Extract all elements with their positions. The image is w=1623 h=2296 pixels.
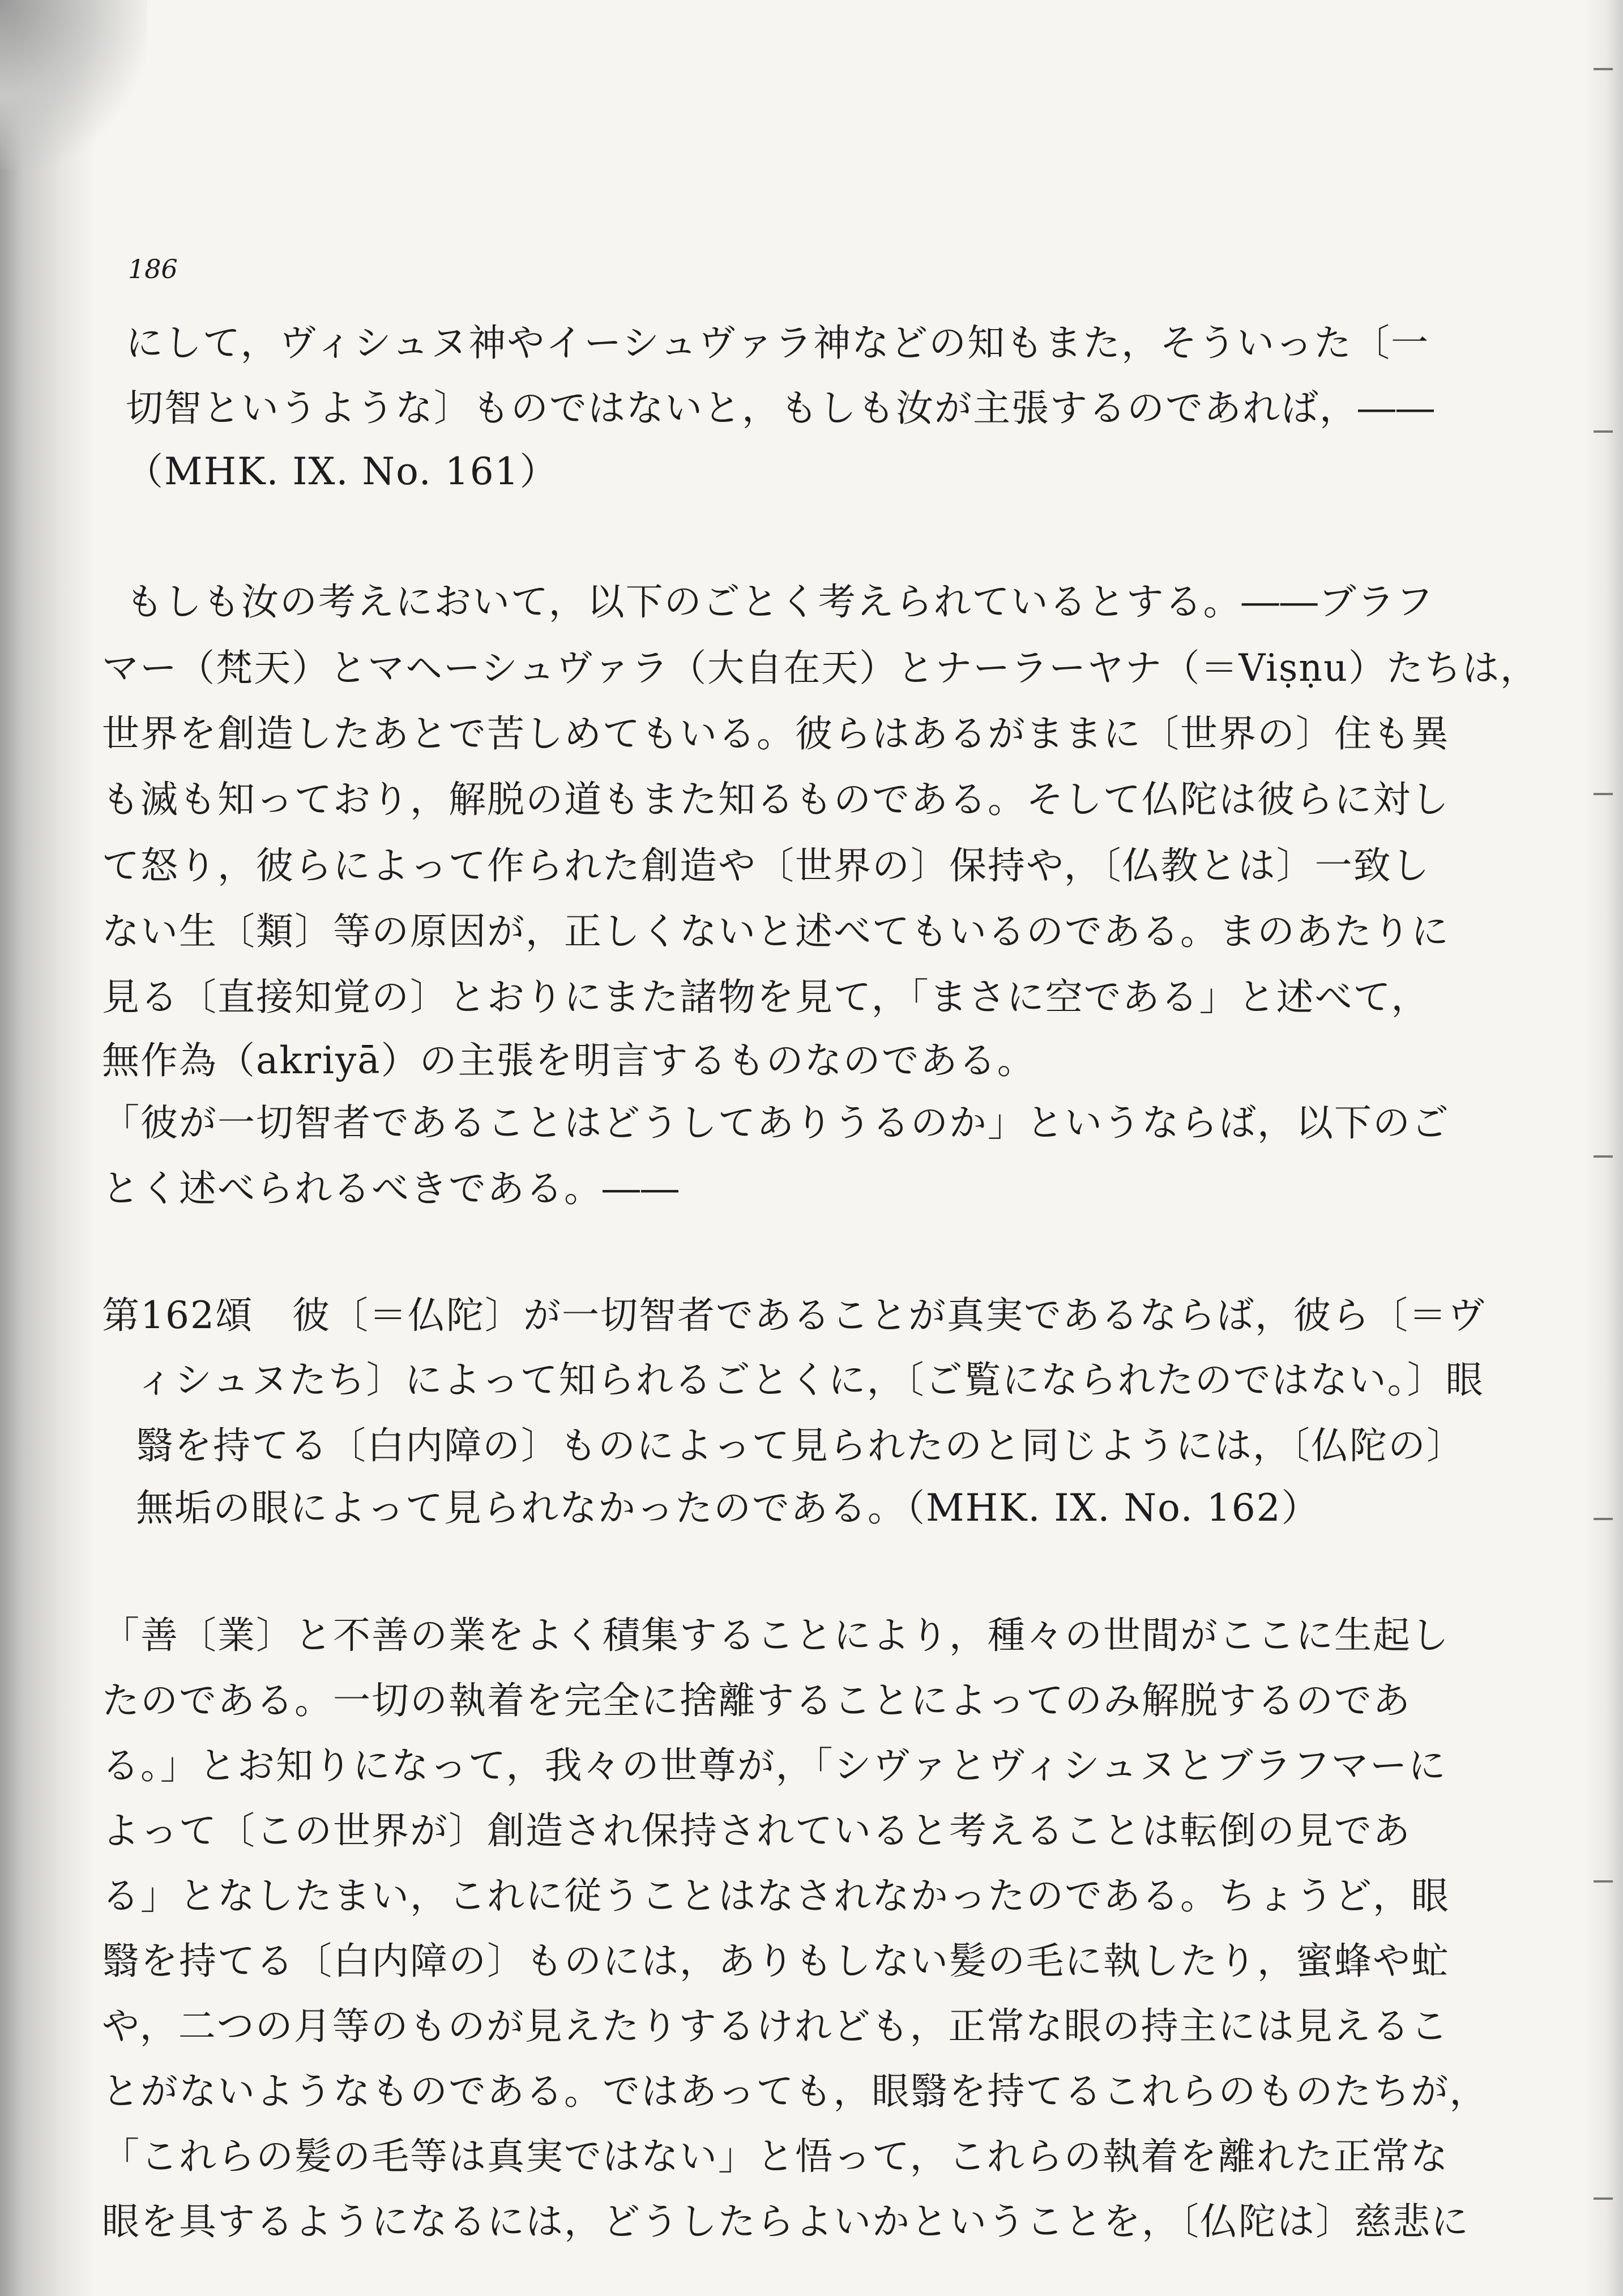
- verse-line: ィシュヌたち〕によって知られるごとくに，〔ご覧になられたのではない。〕眼: [136, 1358, 1484, 1402]
- margin-mark: [1594, 1155, 1613, 1158]
- text-line: とく述べられるべきである。――: [102, 1167, 680, 1210]
- text-line: 「善〔業〕と不善の業をよく積集することにより，種々の世間がここに生起し: [102, 1614, 1450, 1657]
- scan-shadow-right: [1583, 0, 1623, 2296]
- margin-mark: [1594, 430, 1613, 433]
- verse-line: 翳を持てる〔白内障の〕ものによって見られたのと同じようには，〔仏陀の〕: [136, 1424, 1465, 1467]
- text-line: ない生〔類〕等の原因が，正しくないと述べてもいるのである。まのあたりに: [102, 910, 1450, 953]
- text-line: 「これらの髪の毛等は真実ではない」と悟って，これらの執着を離れた正常な: [102, 2135, 1449, 2178]
- text-line: 世界を創造したあとで苦しめてもいる。彼らはあるがままに〔世界の〕住も異: [102, 712, 1450, 756]
- text-line: にして，ヴィシュヌ神やイーシュヴァラ神などの知もまた，そういった〔一: [126, 321, 1430, 365]
- text-line: よって〔この世界が〕創造され保持されていると考えることは転倒の見であ: [102, 1809, 1411, 1853]
- text-line: とがないようなものである。ではあっても，眼翳を持てるこれらのものたちが，: [102, 2069, 1488, 2113]
- margin-mark: [1594, 68, 1613, 70]
- scan-shadow-left: [0, 0, 96, 2296]
- text-line: 無作為（akriyā）の主張を明言するものなのである。: [102, 1039, 1036, 1082]
- page-number: 186: [128, 254, 178, 284]
- margin-mark: [1594, 1518, 1613, 1520]
- text-line: 翳を持てる〔白内障の〕ものには，ありもしない髪の毛に執したり，蜜蜂や虻: [102, 1939, 1450, 1983]
- citation: （MHK. IX. No. 161）: [126, 450, 558, 493]
- text-line: 眼を具するようになるには，どうしたらよいかということを，〔仏陀は〕慈悲に: [102, 2200, 1470, 2243]
- text-line: 「彼が一切智者であることはどうしてありうるのか」というならば，以下のご: [102, 1101, 1450, 1145]
- verse-heading-line: 第162頌 彼〔＝仏陀〕が一切智者であることが真実であるならば，彼ら〔＝ヴ: [102, 1294, 1486, 1337]
- text-line: や，二つの月等のものが見えたりするけれども，正常な眼の持主には見えるこ: [102, 2004, 1449, 2048]
- verse-line: 無垢の眼によって見られなかったのである。（MHK. IX. No. 162）: [136, 1486, 1320, 1530]
- margin-mark: [1594, 1880, 1613, 1883]
- text-line: 切智というような〕ものではないと，もしも汝が主張するのであれば，――: [126, 386, 1435, 430]
- margin-mark: [1594, 793, 1613, 795]
- scan-shadow-corner: [0, 0, 147, 170]
- text-line: たのである。一切の執着を完全に捨離することによってのみ解脱するのであ: [102, 1679, 1411, 1722]
- text-line: もしも汝の考えにおいて，以下のごとく考えられているとする。――ブラフ: [126, 580, 1434, 624]
- text-line: る。」とお知りになって，我々の世尊が，「シヴァとヴィシュヌとブラフマーに: [102, 1744, 1447, 1787]
- margin-mark: [1594, 2197, 1613, 2200]
- text-line: 見る〔直接知覚の〕とおりにまた諸物を見て，「まさに空である」と述べて，: [102, 975, 1430, 1019]
- text-line: る」となしたまい，これに従うことはなされなかったのである。ちょうど，眼: [102, 1874, 1450, 1918]
- text-line: も滅も知っており，解脱の道もまた知るものである。そして仏陀は彼らに対し: [102, 778, 1450, 821]
- text-line: て怒り，彼らによって作られた創造や〔世界の〕保持や，〔仏教とは〕一致し: [102, 844, 1430, 887]
- text-line: マー（梵天）とマヘーシュヴァラ（大自在天）とナーラーヤナ（＝Viṣṇu）たちは，: [102, 646, 1539, 690]
